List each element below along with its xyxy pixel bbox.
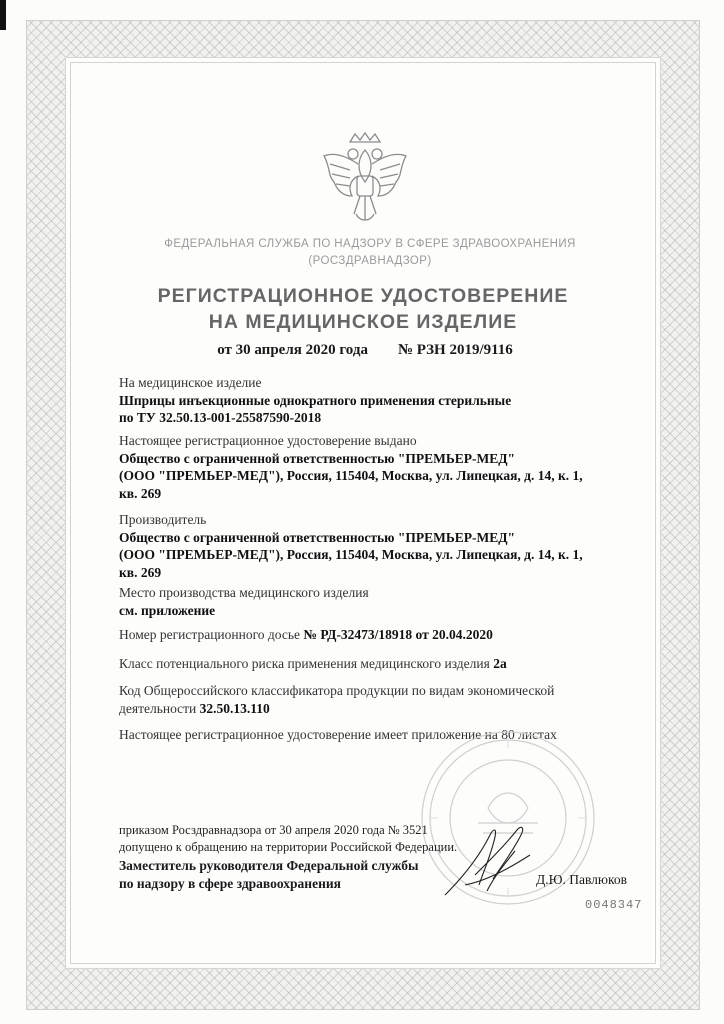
issued-to-line1: Общество с ограниченной ответственностью "ПРЕМЬЕР-МЕД": [119, 450, 516, 466]
scan-edge-mark: [0, 0, 6, 30]
manufacturer-line2: (ООО "ПРЕМЬЕР-МЕД"), Россия, 115404, Москва, ул. Липецкая, д. 14, к. 1,: [119, 547, 583, 562]
device-label: На медицинское изделие: [119, 375, 262, 390]
document-title-line1: РЕГИСТРАЦИОННОЕ УДОСТОВЕРЕНИЕ: [157, 285, 569, 307]
manufacturer-label: Производитель: [119, 512, 207, 527]
order-line1: приказом Росздравнадзора от 30 апреля 2020 года № 3521: [119, 823, 428, 837]
issued-to-label: Настоящее регистрационное удостоверение выдано: [119, 433, 417, 448]
certificate-number: № РЗН 2019/9116: [397, 342, 513, 358]
order-text: [119, 822, 457, 856]
serial-number: 0048347: [585, 898, 643, 912]
appendix-text: Настоящее регистрационное удостоверение имеет приложение на 80 листах: [119, 727, 557, 742]
agency-name-line1: ФЕДЕРАЛЬНАЯ СЛУЖБА ПО НАДЗОРУ В СФЕРЕ ЗДРАВООХРАНЕНИЯ: [164, 238, 576, 250]
coat-of-arms-emblem: [320, 130, 410, 228]
agency-name: [120, 236, 620, 270]
okpd-label-line2: деятельности: [119, 700, 197, 716]
production-site-label: Место производства медицинского изделия: [119, 585, 369, 600]
signatory-title-line2: по надзору в сфере здравоохранения: [119, 876, 341, 891]
manufacturer-line1: Общество с ограниченной ответственностью "ПРЕМЬЕР-МЕД": [119, 529, 516, 545]
device-section: [119, 374, 619, 427]
dossier-label: Номер регистрационного досье: [119, 627, 301, 642]
dossier-section: [119, 626, 619, 644]
okpd-section: [119, 682, 619, 717]
document-title: [120, 283, 606, 335]
risk-class-label: Класс потенциального риска применения медицинского изделия: [119, 656, 490, 671]
document-title-line2: НА МЕДИЦИНСКОЕ ИЗДЕЛИЕ: [208, 311, 518, 333]
certificate-date: от 30 апреля 2020 года: [217, 342, 368, 358]
issued-to-section: [119, 432, 619, 502]
dossier-value: № РД-32473/18918 от 20.04.2020: [303, 627, 493, 642]
risk-class-section: [119, 655, 619, 673]
signatory-title-line1: Заместитель руководителя Федеральной службы: [119, 858, 419, 873]
agency-name-line2: (РОСЗДРАВНАДЗОР): [308, 255, 432, 267]
device-spec: по ТУ 32.50.13-001-25587590-2018: [119, 410, 322, 425]
certificate-dateline: [150, 342, 580, 359]
manufacturer-section: [119, 511, 619, 581]
issued-to-line3: кв. 269: [119, 485, 162, 501]
order-line2: допущено к обращению на территории Российской Федерации.: [119, 840, 458, 854]
okpd-label-line1: Код Общероссийского классификатора продукции по видам экономической: [119, 683, 555, 698]
signatory-name: Д.Ю. Павлюков: [536, 872, 627, 887]
signatory-title: [119, 857, 459, 893]
issued-to-line2: (ООО "ПРЕМЬЕР-МЕД"), Россия, 115404, Москва, ул. Липецкая, д. 14, к. 1,: [119, 468, 583, 483]
manufacturer-line3: кв. 269: [119, 564, 162, 580]
okpd-value: 32.50.13.110: [199, 700, 270, 716]
risk-class-value: 2а: [493, 656, 507, 671]
production-site-section: [119, 584, 619, 619]
device-name: Шприцы инъекционные однократного применения стерильные: [119, 392, 512, 408]
production-site-value: см. приложение: [119, 602, 216, 618]
